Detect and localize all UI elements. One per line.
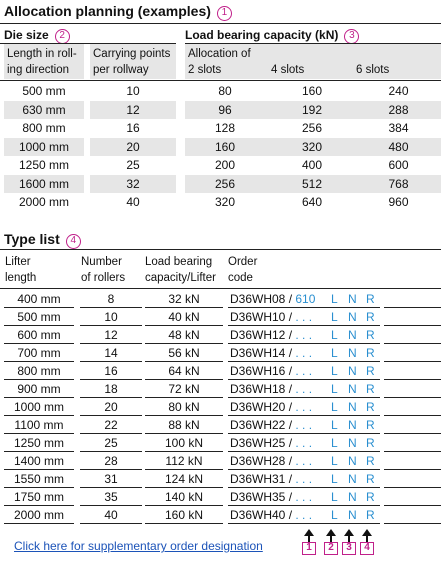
cell-lifter-length: 1750 mm bbox=[13, 490, 65, 504]
cell-capacity: 48 kN bbox=[168, 328, 200, 342]
ref-marker-2: 2 bbox=[55, 29, 70, 44]
cell-points: 12 bbox=[126, 102, 140, 117]
cell-capacity: 160 kN bbox=[164, 508, 204, 522]
cell-order-code bbox=[230, 328, 312, 342]
cell-order-code bbox=[230, 292, 315, 306]
allocation-title bbox=[4, 3, 232, 21]
cell-length: 630 mm bbox=[22, 102, 66, 117]
lifter-length-line2: length bbox=[5, 272, 37, 284]
order-suffix-l: L bbox=[331, 490, 338, 504]
col-points-header bbox=[93, 46, 170, 78]
cell-6slots: 768 bbox=[388, 176, 409, 191]
order-suffix-r: R bbox=[366, 364, 375, 378]
cell-lifter-length: 1250 mm bbox=[13, 436, 65, 450]
order-code-variable: . . . bbox=[295, 436, 313, 450]
cell-rollers: 22 bbox=[104, 418, 118, 432]
order-suffix-l: L bbox=[331, 328, 338, 342]
type-list-title bbox=[4, 231, 81, 249]
order-suffix-r: R bbox=[366, 292, 375, 306]
cell-2slots: 160 bbox=[214, 139, 236, 154]
load-capacity-heading bbox=[185, 28, 359, 44]
cell-capacity: 40 kN bbox=[168, 310, 200, 324]
marker-box: 1 bbox=[302, 542, 316, 555]
marker-box: 4 bbox=[360, 542, 374, 555]
divider bbox=[0, 249, 441, 250]
ref-marker-1: 1 bbox=[217, 6, 232, 21]
row-rule bbox=[228, 523, 380, 524]
order-suffix-l: L bbox=[331, 454, 338, 468]
order-suffix-n: N bbox=[348, 472, 357, 486]
marker-box: 3 bbox=[342, 542, 356, 555]
allocation-row bbox=[0, 101, 441, 119]
cell-rollers: 35 bbox=[104, 490, 118, 504]
allocation-row bbox=[0, 193, 441, 211]
order-code-variable: . . . bbox=[295, 490, 313, 504]
cell-order-code bbox=[230, 310, 312, 324]
cell-capacity: 100 kN bbox=[164, 436, 204, 450]
cell-order-code bbox=[230, 490, 312, 504]
order-code-base: D36WH31 / bbox=[230, 472, 296, 486]
cell-rollers: 12 bbox=[104, 328, 118, 342]
order-suffix-r: R bbox=[366, 418, 375, 432]
rollers-line2: of rollers bbox=[81, 272, 126, 284]
cell-capacity: 32 kN bbox=[168, 292, 200, 306]
cell-2slots: 320 bbox=[214, 195, 236, 209]
cell-capacity: 88 kN bbox=[168, 418, 200, 432]
order-suffix-l: L bbox=[331, 508, 338, 522]
cell-4slots: 640 bbox=[301, 195, 323, 209]
allocation-row bbox=[0, 175, 441, 193]
type-row bbox=[0, 290, 441, 308]
capacity-line1: Load bearing bbox=[145, 256, 213, 268]
cell-rollers: 25 bbox=[104, 436, 118, 450]
col-2slots-header bbox=[188, 46, 251, 78]
cell-points: 40 bbox=[126, 195, 140, 209]
allocation-title-text: Allocation planning (examples) bbox=[4, 3, 211, 19]
type-row bbox=[0, 380, 441, 398]
cell-4slots: 320 bbox=[301, 139, 323, 154]
cell-capacity: 112 kN bbox=[165, 454, 203, 468]
order-code-base: D36WH22 / bbox=[230, 418, 296, 432]
order-code-variable: . . . bbox=[295, 328, 313, 342]
type-row bbox=[0, 506, 441, 524]
cell-order-code bbox=[230, 418, 312, 432]
order-code-variable: 610 bbox=[295, 292, 316, 306]
lifter-length-line1: Lifter bbox=[5, 256, 31, 268]
order-suffix-r: R bbox=[366, 436, 375, 450]
allocation-row bbox=[0, 138, 441, 156]
cell-order-code bbox=[230, 436, 312, 450]
cell-lifter-length: 1400 mm bbox=[13, 454, 65, 468]
allocation-row bbox=[0, 156, 441, 174]
cell-rollers: 31 bbox=[104, 472, 118, 486]
cell-rollers: 16 bbox=[104, 364, 118, 378]
rollers-line1: Number bbox=[81, 256, 122, 268]
cell-2slots: 200 bbox=[214, 158, 236, 172]
type-list-title-text: Type list bbox=[4, 231, 60, 247]
order-code-base: D36WH08 / bbox=[230, 292, 296, 306]
cell-6slots: 960 bbox=[388, 195, 409, 209]
order-suffix-r: R bbox=[366, 346, 375, 360]
order-code-variable: . . . bbox=[295, 346, 313, 360]
order-suffix-n: N bbox=[348, 454, 357, 468]
cell-order-code bbox=[230, 346, 312, 360]
cell-4slots: 400 bbox=[301, 158, 323, 172]
order-code-base: D36WH20 / bbox=[230, 400, 296, 414]
divider bbox=[0, 288, 441, 289]
allocation-row bbox=[0, 119, 441, 137]
cell-order-code bbox=[230, 382, 312, 396]
order-suffix-l: L bbox=[331, 436, 338, 450]
allocation-row bbox=[0, 82, 441, 100]
cell-rollers: 18 bbox=[104, 382, 118, 396]
order-code-variable: . . . bbox=[295, 454, 313, 468]
row-rule bbox=[4, 523, 74, 524]
order-suffix-n: N bbox=[348, 346, 357, 360]
col-length-line1: Length in roll- bbox=[7, 48, 77, 60]
load-capacity-label: Load bearing capacity (kN) bbox=[185, 28, 339, 42]
type-row bbox=[0, 326, 441, 344]
cell-lifter-length: 1550 mm bbox=[13, 472, 65, 486]
cell-4slots: 192 bbox=[301, 102, 323, 117]
col-length-header bbox=[7, 46, 77, 78]
cell-4slots: 160 bbox=[301, 84, 323, 98]
cell-lifter-length: 400 mm bbox=[17, 292, 61, 306]
cell-lifter-length: 500 mm bbox=[17, 310, 61, 324]
cell-length: 2000 mm bbox=[18, 195, 70, 209]
type-row bbox=[0, 344, 441, 362]
order-code-base: D36WH40 / bbox=[230, 508, 296, 522]
row-rule bbox=[384, 523, 441, 524]
cell-lifter-length: 1100 mm bbox=[14, 418, 64, 432]
order-code-base: D36WH10 / bbox=[230, 310, 296, 324]
cell-rollers: 8 bbox=[107, 292, 115, 306]
die-size-heading bbox=[4, 28, 70, 44]
divider bbox=[0, 23, 441, 24]
order-suffix-l: L bbox=[331, 310, 338, 324]
cell-lifter-length: 800 mm bbox=[17, 364, 61, 378]
cell-6slots: 480 bbox=[388, 139, 409, 154]
cell-length: 1600 mm bbox=[18, 176, 70, 191]
marker-arrow-2 bbox=[323, 529, 339, 553]
marker-arrow-1 bbox=[301, 529, 317, 553]
order-suffix-n: N bbox=[348, 418, 357, 432]
order-suffix-n: N bbox=[348, 382, 357, 396]
order-suffix-l: L bbox=[331, 400, 338, 414]
type-row bbox=[0, 416, 441, 434]
row-rule bbox=[80, 523, 142, 524]
col-rollers-header bbox=[81, 254, 125, 286]
type-row bbox=[0, 398, 441, 416]
order-suffix-l: L bbox=[331, 382, 338, 396]
cell-rollers: 14 bbox=[104, 346, 118, 360]
marker-box: 2 bbox=[324, 542, 338, 555]
cell-length: 1250 mm bbox=[18, 158, 70, 172]
col-order-header bbox=[228, 254, 257, 286]
order-code-base: D36WH35 / bbox=[230, 490, 296, 504]
cell-lifter-length: 900 mm bbox=[17, 382, 61, 396]
order-suffix-l: L bbox=[331, 418, 338, 432]
cell-length: 800 mm bbox=[22, 121, 66, 135]
order-code-variable: . . . bbox=[295, 400, 313, 414]
order-code-base: D36WH14 / bbox=[230, 346, 296, 360]
order-code-base: D36WH28 / bbox=[230, 454, 296, 468]
order-code-variable: . . . bbox=[295, 364, 313, 378]
order-code-variable: . . . bbox=[295, 310, 313, 324]
capacity-line2: capacity/Lifter bbox=[145, 272, 216, 284]
order-suffix-n: N bbox=[348, 292, 357, 306]
cell-2slots: 128 bbox=[214, 121, 236, 135]
col-lifter-length-header bbox=[5, 254, 36, 286]
cell-lifter-length: 700 mm bbox=[17, 346, 61, 360]
cell-order-code bbox=[230, 508, 312, 522]
order-suffix-n: N bbox=[348, 490, 357, 504]
order-suffix-r: R bbox=[366, 400, 375, 414]
col-points-line2: per rollway bbox=[93, 64, 149, 76]
order-code-base: D36WH12 / bbox=[230, 328, 296, 342]
die-size-label: Die size bbox=[4, 28, 49, 42]
type-row bbox=[0, 362, 441, 380]
order-suffix-l: L bbox=[331, 472, 338, 486]
cell-order-code bbox=[230, 472, 312, 486]
col-points-line1: Carrying points bbox=[93, 48, 171, 60]
cell-2slots: 256 bbox=[214, 176, 236, 191]
divider bbox=[0, 80, 441, 81]
order-code-base: D36WH25 / bbox=[230, 436, 296, 450]
cell-4slots: 256 bbox=[301, 121, 323, 135]
order-line2: code bbox=[228, 272, 253, 284]
order-suffix-n: N bbox=[348, 436, 357, 450]
order-suffix-n: N bbox=[348, 310, 357, 324]
col-capacity-header bbox=[145, 254, 216, 286]
cell-lifter-length: 1000 mm bbox=[13, 400, 65, 414]
col-2slots-line2: 2 slots bbox=[188, 64, 222, 76]
ref-marker-4: 4 bbox=[66, 234, 81, 249]
supplementary-order-link[interactable]: Click here for supplementary order designation bbox=[14, 539, 263, 553]
order-code-base: D36WH16 / bbox=[230, 364, 296, 378]
cell-6slots: 240 bbox=[388, 84, 409, 98]
cell-length: 1000 mm bbox=[18, 139, 70, 154]
order-suffix-r: R bbox=[366, 454, 375, 468]
cell-capacity: 56 kN bbox=[168, 346, 200, 360]
order-suffix-r: R bbox=[366, 382, 375, 396]
cell-6slots: 600 bbox=[388, 158, 409, 172]
cell-capacity: 124 kN bbox=[164, 472, 204, 486]
order-line1: Order bbox=[228, 256, 258, 268]
marker-arrow-3 bbox=[341, 529, 357, 553]
order-suffix-n: N bbox=[348, 364, 357, 378]
cell-order-code bbox=[230, 364, 312, 378]
col-4slots-header: 4 slots bbox=[271, 64, 305, 76]
cell-4slots: 512 bbox=[301, 176, 323, 191]
order-suffix-l: L bbox=[331, 292, 338, 306]
order-suffix-r: R bbox=[366, 328, 375, 342]
order-suffix-r: R bbox=[366, 310, 375, 324]
cell-order-code bbox=[230, 454, 312, 468]
cell-rollers: 40 bbox=[104, 508, 118, 522]
cell-2slots: 80 bbox=[218, 84, 232, 98]
order-suffix-l: L bbox=[331, 364, 338, 378]
order-code-variable: . . . bbox=[295, 508, 313, 522]
order-suffix-l: L bbox=[331, 346, 338, 360]
order-code-variable: . . . bbox=[295, 472, 313, 486]
cell-lifter-length: 600 mm bbox=[17, 328, 61, 342]
type-row bbox=[0, 470, 441, 488]
type-row bbox=[0, 488, 441, 506]
type-row bbox=[0, 434, 441, 452]
cell-6slots: 288 bbox=[388, 102, 409, 117]
cell-points: 32 bbox=[126, 176, 140, 191]
order-suffix-n: N bbox=[348, 400, 357, 414]
order-suffix-n: N bbox=[348, 508, 357, 522]
col-6slots-header: 6 slots bbox=[356, 64, 390, 76]
cell-order-code bbox=[230, 400, 312, 414]
row-rule bbox=[145, 523, 223, 524]
cell-capacity: 72 kN bbox=[168, 382, 200, 396]
type-row bbox=[0, 308, 441, 326]
cell-6slots: 384 bbox=[388, 121, 409, 135]
cell-rollers: 20 bbox=[104, 400, 118, 414]
order-code-base: D36WH18 / bbox=[230, 382, 296, 396]
col-2slots-line1: Allocation of bbox=[188, 48, 251, 60]
order-code-variable: . . . bbox=[295, 418, 313, 432]
col-length-line2: ing direction bbox=[7, 64, 70, 76]
cell-capacity: 140 kN bbox=[164, 490, 204, 504]
cell-lifter-length: 2000 mm bbox=[13, 508, 65, 522]
marker-arrow-4 bbox=[359, 529, 375, 553]
cell-2slots: 96 bbox=[218, 102, 232, 117]
ref-marker-3: 3 bbox=[344, 29, 359, 44]
cell-length: 500 mm bbox=[22, 84, 66, 98]
order-suffix-n: N bbox=[348, 328, 357, 342]
order-suffix-r: R bbox=[366, 472, 375, 486]
cell-points: 16 bbox=[126, 121, 140, 135]
cell-rollers: 10 bbox=[104, 310, 118, 324]
cell-points: 10 bbox=[126, 84, 140, 98]
order-suffix-r: R bbox=[366, 508, 375, 522]
cell-points: 20 bbox=[126, 139, 140, 154]
order-suffix-r: R bbox=[366, 490, 375, 504]
order-code-variable: . . . bbox=[295, 382, 313, 396]
cell-capacity: 80 kN bbox=[168, 400, 200, 414]
cell-capacity: 64 kN bbox=[168, 364, 200, 378]
cell-rollers: 28 bbox=[104, 454, 118, 468]
cell-points: 25 bbox=[126, 158, 140, 172]
type-row bbox=[0, 452, 441, 470]
